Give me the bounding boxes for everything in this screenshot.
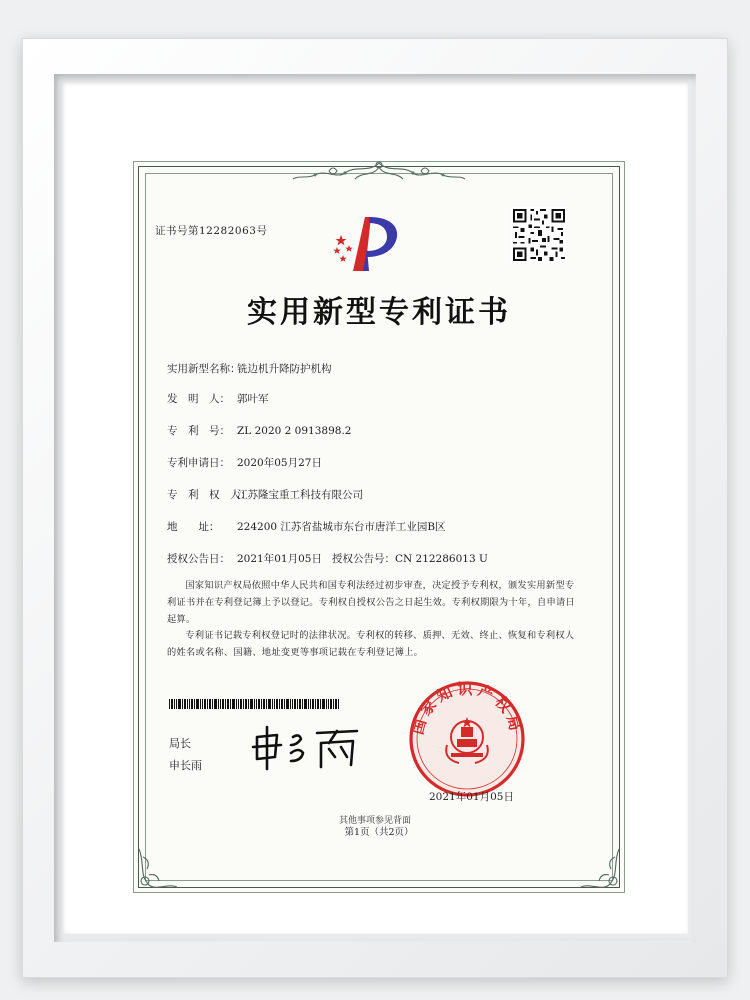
field-value: 2021年01月05日 [237,553,322,565]
picture-frame [22,38,728,978]
field-label: 地 址： [167,521,220,533]
director-signature-icon [249,723,369,773]
frame-mat [62,82,688,934]
certificate-paragraph-2: 专利证书记载专利权登记时的法律状况。专利权的转移、质押、无效、终止、恢复和专利权人的姓名或名称、国籍、地址变更等事项记载在专利登记簿上。 [167,630,575,658]
field-address [167,519,446,534]
director-title: 局长 [169,737,191,750]
field-value: 2020年05月27日 [237,457,322,469]
field-value: 铣边机升降防护机构 [237,363,332,375]
field-inventor [167,391,269,406]
director-name: 申长雨 [169,759,202,772]
field-value: 郭叶军 [237,393,269,405]
page-number: 第1页（共2页） [344,827,414,838]
field-value: 224200 江苏省盐城市东台市唐洋工业园B区 [237,521,446,533]
field-label: 专 利 号： [167,425,230,437]
frame-recess [54,74,696,942]
field-patentee [167,487,363,502]
field-utility-model-name [167,361,332,376]
patent-certificate [138,166,620,888]
field-label: 专 利 权 人： [167,489,251,501]
certificate-title: 实用新型专利证书 [247,295,511,330]
field-label: 发 明 人： [167,393,230,405]
field-label: 授权公告日： [167,553,230,565]
seal-text: 国家知识产权局 [408,679,526,737]
certificate-number: 证书号第12282063号 [155,225,268,237]
field-patent-number [167,423,351,438]
field-label: 实用新型名称： [167,363,241,375]
official-seal-icon [407,679,527,799]
field-grant-date [167,551,488,566]
patent-office-logo-icon [325,213,405,275]
top-ornament-icon [289,159,469,185]
seal-date: 2021年01月05日 [429,791,514,803]
field-grant-number-value: CN 212286013 U [394,553,488,565]
field-label: 专利申请日： [167,457,230,469]
field-application-date [167,455,322,470]
field-value: ZL 2020 2 0913898.2 [237,425,352,437]
field-value: 江苏隆宝重工科技有限公司 [237,489,363,501]
certificate-paragraph-1: 国家知识产权局依照中华人民共和国专利法经过初步审查，决定授予专利权，颁发实用新型专利证书并在专利登记簿上予以登记。专利权自授权公告之日起生效。专利权期限为十年，自申请日起算。 [167,580,575,625]
field-grant-number-label: 授权公告号： [331,553,395,565]
footer-note: 其他事项参见背面 [338,816,411,826]
corner-ornament-bottom-right-icon [577,845,623,891]
barcode-icon [169,699,339,709]
corner-ornament-bottom-left-icon [135,845,181,891]
qr-code-icon [511,207,567,263]
